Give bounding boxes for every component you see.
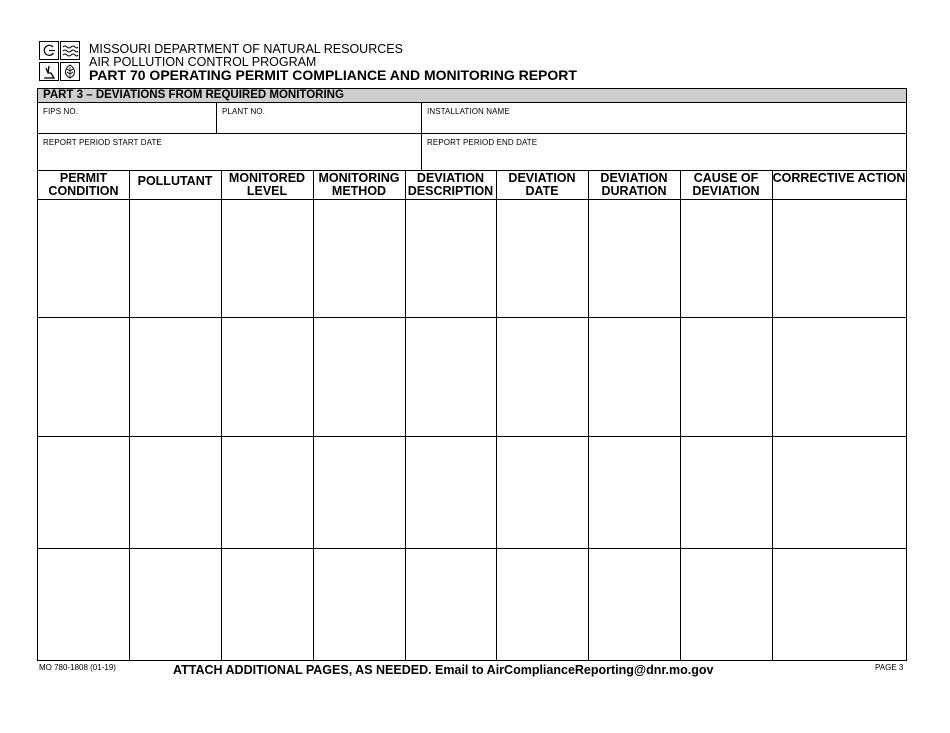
table-row[interactable] [38, 437, 906, 548]
table-row[interactable] [38, 549, 906, 660]
form-number: MO 780-1808 (01-19) [39, 663, 116, 672]
divider [421, 103, 422, 171]
col-label: DEVIATION DATE [508, 171, 576, 198]
form-title: PART 70 OPERATING PERMIT COMPLIANCE AND MONITORING REPORT [89, 67, 577, 83]
water-waves-icon [60, 41, 80, 60]
hand-plant-icon [39, 62, 59, 81]
table-row[interactable] [38, 200, 906, 317]
col-header-cause-of-deviation [680, 171, 772, 200]
divider [38, 133, 906, 134]
col-header-pollutant [129, 171, 221, 200]
col-label: POLLUTANT [137, 174, 213, 188]
col-header-deviation-duration [588, 171, 680, 200]
sun-icon [39, 41, 59, 60]
col-label: MONITORING METHOD [318, 171, 400, 198]
agency-name: MISSOURI DEPARTMENT OF NATURAL RESOURCES [89, 42, 403, 56]
footer-instruction: ATTACH ADDITIONAL PAGES, AS NEEDED. Email to AirComplianceReporting@dnr.mo.gov [173, 663, 714, 677]
col-label: MONITORED LEVEL [228, 171, 306, 198]
col-header-deviation-description [405, 171, 496, 200]
leaf-icon [60, 62, 80, 81]
installation-name-label: INSTALLATION NAME [427, 107, 510, 116]
plant-no-label: PLANT NO. [222, 107, 265, 116]
col-label: DEVIATION DURATION [600, 171, 668, 198]
table-row[interactable] [38, 318, 906, 436]
col-header-monitoring-method [313, 171, 405, 200]
col-label: CORRECTIVE ACTION [772, 171, 906, 185]
report-start-field[interactable] [38, 134, 420, 171]
col-header-deviation-date [496, 171, 588, 200]
col-header-corrective-action [772, 171, 906, 200]
divider [216, 103, 217, 134]
fips-no-field[interactable] [38, 103, 216, 134]
col-label: CAUSE OF DEVIATION [692, 171, 760, 198]
col-header-monitored-level [221, 171, 313, 200]
col-label: PERMIT CONDITION [48, 171, 119, 198]
fips-no-label: FIPS NO. [43, 107, 79, 116]
report-end-label: REPORT PERIOD END DATE [427, 138, 538, 147]
installation-name-field[interactable] [422, 103, 906, 134]
report-end-field[interactable] [422, 134, 906, 171]
col-header-permit-condition [38, 171, 129, 200]
part-title: PART 3 – DEVIATIONS FROM REQUIRED MONITORING [38, 89, 906, 103]
deviations-form [37, 88, 907, 661]
plant-no-field[interactable] [217, 103, 420, 134]
col-label: DEVIATION DESCRIPTION [407, 171, 494, 198]
report-start-label: REPORT PERIOD START DATE [43, 138, 162, 147]
page-number: PAGE 3 [875, 663, 904, 672]
program-name: AIR POLLUTION CONTROL PROGRAM [89, 55, 317, 69]
dnr-logo [39, 41, 83, 83]
